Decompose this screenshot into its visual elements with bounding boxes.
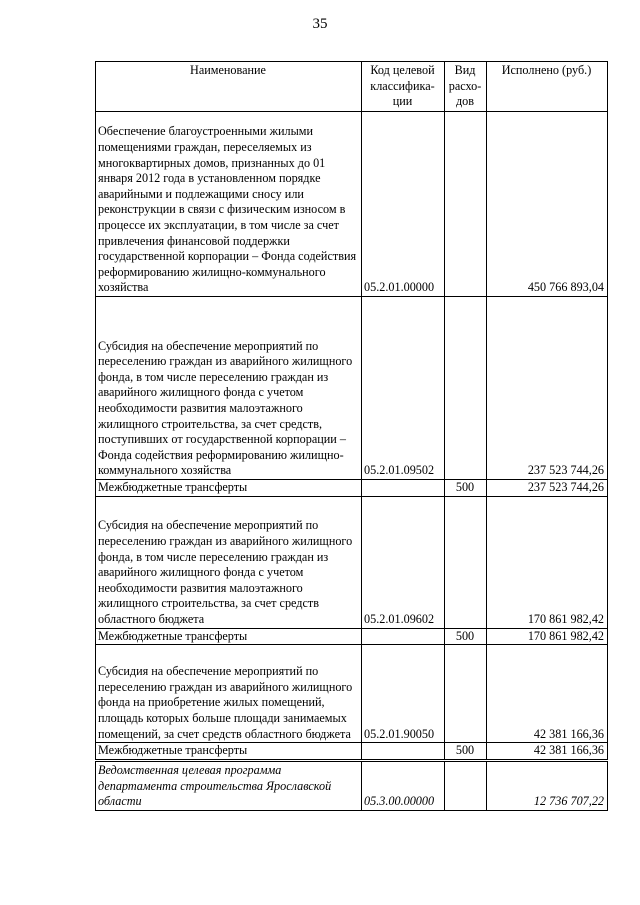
row-code: 05.2.01.09502: [362, 297, 445, 480]
row-name: Субсидия на обеспечение мероприятий по переселению граждан из аварийного жилищного фонда, в том числе переселению граждан из аварийного жилищного фонда с учетом необходимости развития малоэтажного жилищного строительства, за счет средств областного бюджета: [96, 496, 362, 628]
row-code: [362, 480, 445, 497]
row-kind: [445, 496, 487, 628]
row-sum: 42 381 166,36: [487, 743, 608, 761]
header-expense-kind: Вид расхо-дов: [445, 62, 487, 112]
row-kind: 500: [445, 480, 487, 497]
row-name: Обеспечение благоустроенными жилыми помещениями граждан, переселяемых из многоквартирных домов, признанных до 01 января 2012 года в установленном порядке аварийными и подлежащими сносу или реконструкции в связи с физическим износом в процессе их эксплуатации, в том числе за счет привлечения финансовой поддержки государственной корпорации – Фонда содействия реформированию жилищно-коммунального хозяйства: [96, 112, 362, 297]
header-target-code: Код целевой классифика-ции: [362, 62, 445, 112]
table-row: [96, 496, 608, 628]
row-kind: [445, 112, 487, 297]
header-name: Наименование: [96, 62, 362, 112]
row-kind: [445, 760, 487, 810]
row-code: [362, 743, 445, 761]
row-name: Ведомственная целевая программа департамента строительства Ярославской области: [96, 760, 362, 810]
table-header-row: [96, 62, 608, 112]
row-kind: 500: [445, 743, 487, 761]
row-code: 05.3.00.00000: [362, 760, 445, 810]
table-row: [96, 743, 608, 761]
row-sum: 237 523 744,26: [487, 480, 608, 497]
row-sum: 450 766 893,04: [487, 112, 608, 297]
table-row: [96, 760, 608, 810]
table-row: [96, 112, 608, 297]
row-sum: 237 523 744,26: [487, 297, 608, 480]
row-kind: [445, 297, 487, 480]
row-code: [362, 628, 445, 645]
row-sum: 42 381 166,36: [487, 645, 608, 743]
table-row: [96, 297, 608, 480]
row-name: Субсидия на обеспечение мероприятий по переселению граждан из аварийного жилищного фонда, в том числе переселению граждан из аварийного жилищного фонда с учетом необходимости развития малоэтажного жилищного строительства, за счет средств, поступивших от государственной корпорации – Фонда содействия реформированию жилищно-коммунального хозяйства: [96, 297, 362, 480]
row-sum: 12 736 707,22: [487, 760, 608, 810]
row-name: Межбюджетные трансферты: [96, 480, 362, 497]
page-number: 35: [312, 16, 328, 32]
row-name: Межбюджетные трансферты: [96, 628, 362, 645]
row-code: 05.2.01.90050: [362, 645, 445, 743]
table-row: [96, 480, 608, 497]
row-code: 05.2.01.09602: [362, 496, 445, 628]
row-kind: 500: [445, 628, 487, 645]
row-kind: [445, 645, 487, 743]
row-code: 05.2.01.00000: [362, 112, 445, 297]
table-row: [96, 645, 608, 743]
row-name: Субсидия на обеспечение мероприятий по переселению граждан из аварийного жилищного фонда на приобретение жилых помещений, площадь которых больше площади занимаемых помещений, за счет средств областного бюджета: [96, 645, 362, 743]
header-executed-sum: Исполнено (руб.): [487, 62, 608, 112]
budget-execution-table: [95, 61, 608, 811]
row-name: Межбюджетные трансферты: [96, 743, 362, 761]
table-row: [96, 628, 608, 645]
row-sum: 170 861 982,42: [487, 496, 608, 628]
row-sum: 170 861 982,42: [487, 628, 608, 645]
